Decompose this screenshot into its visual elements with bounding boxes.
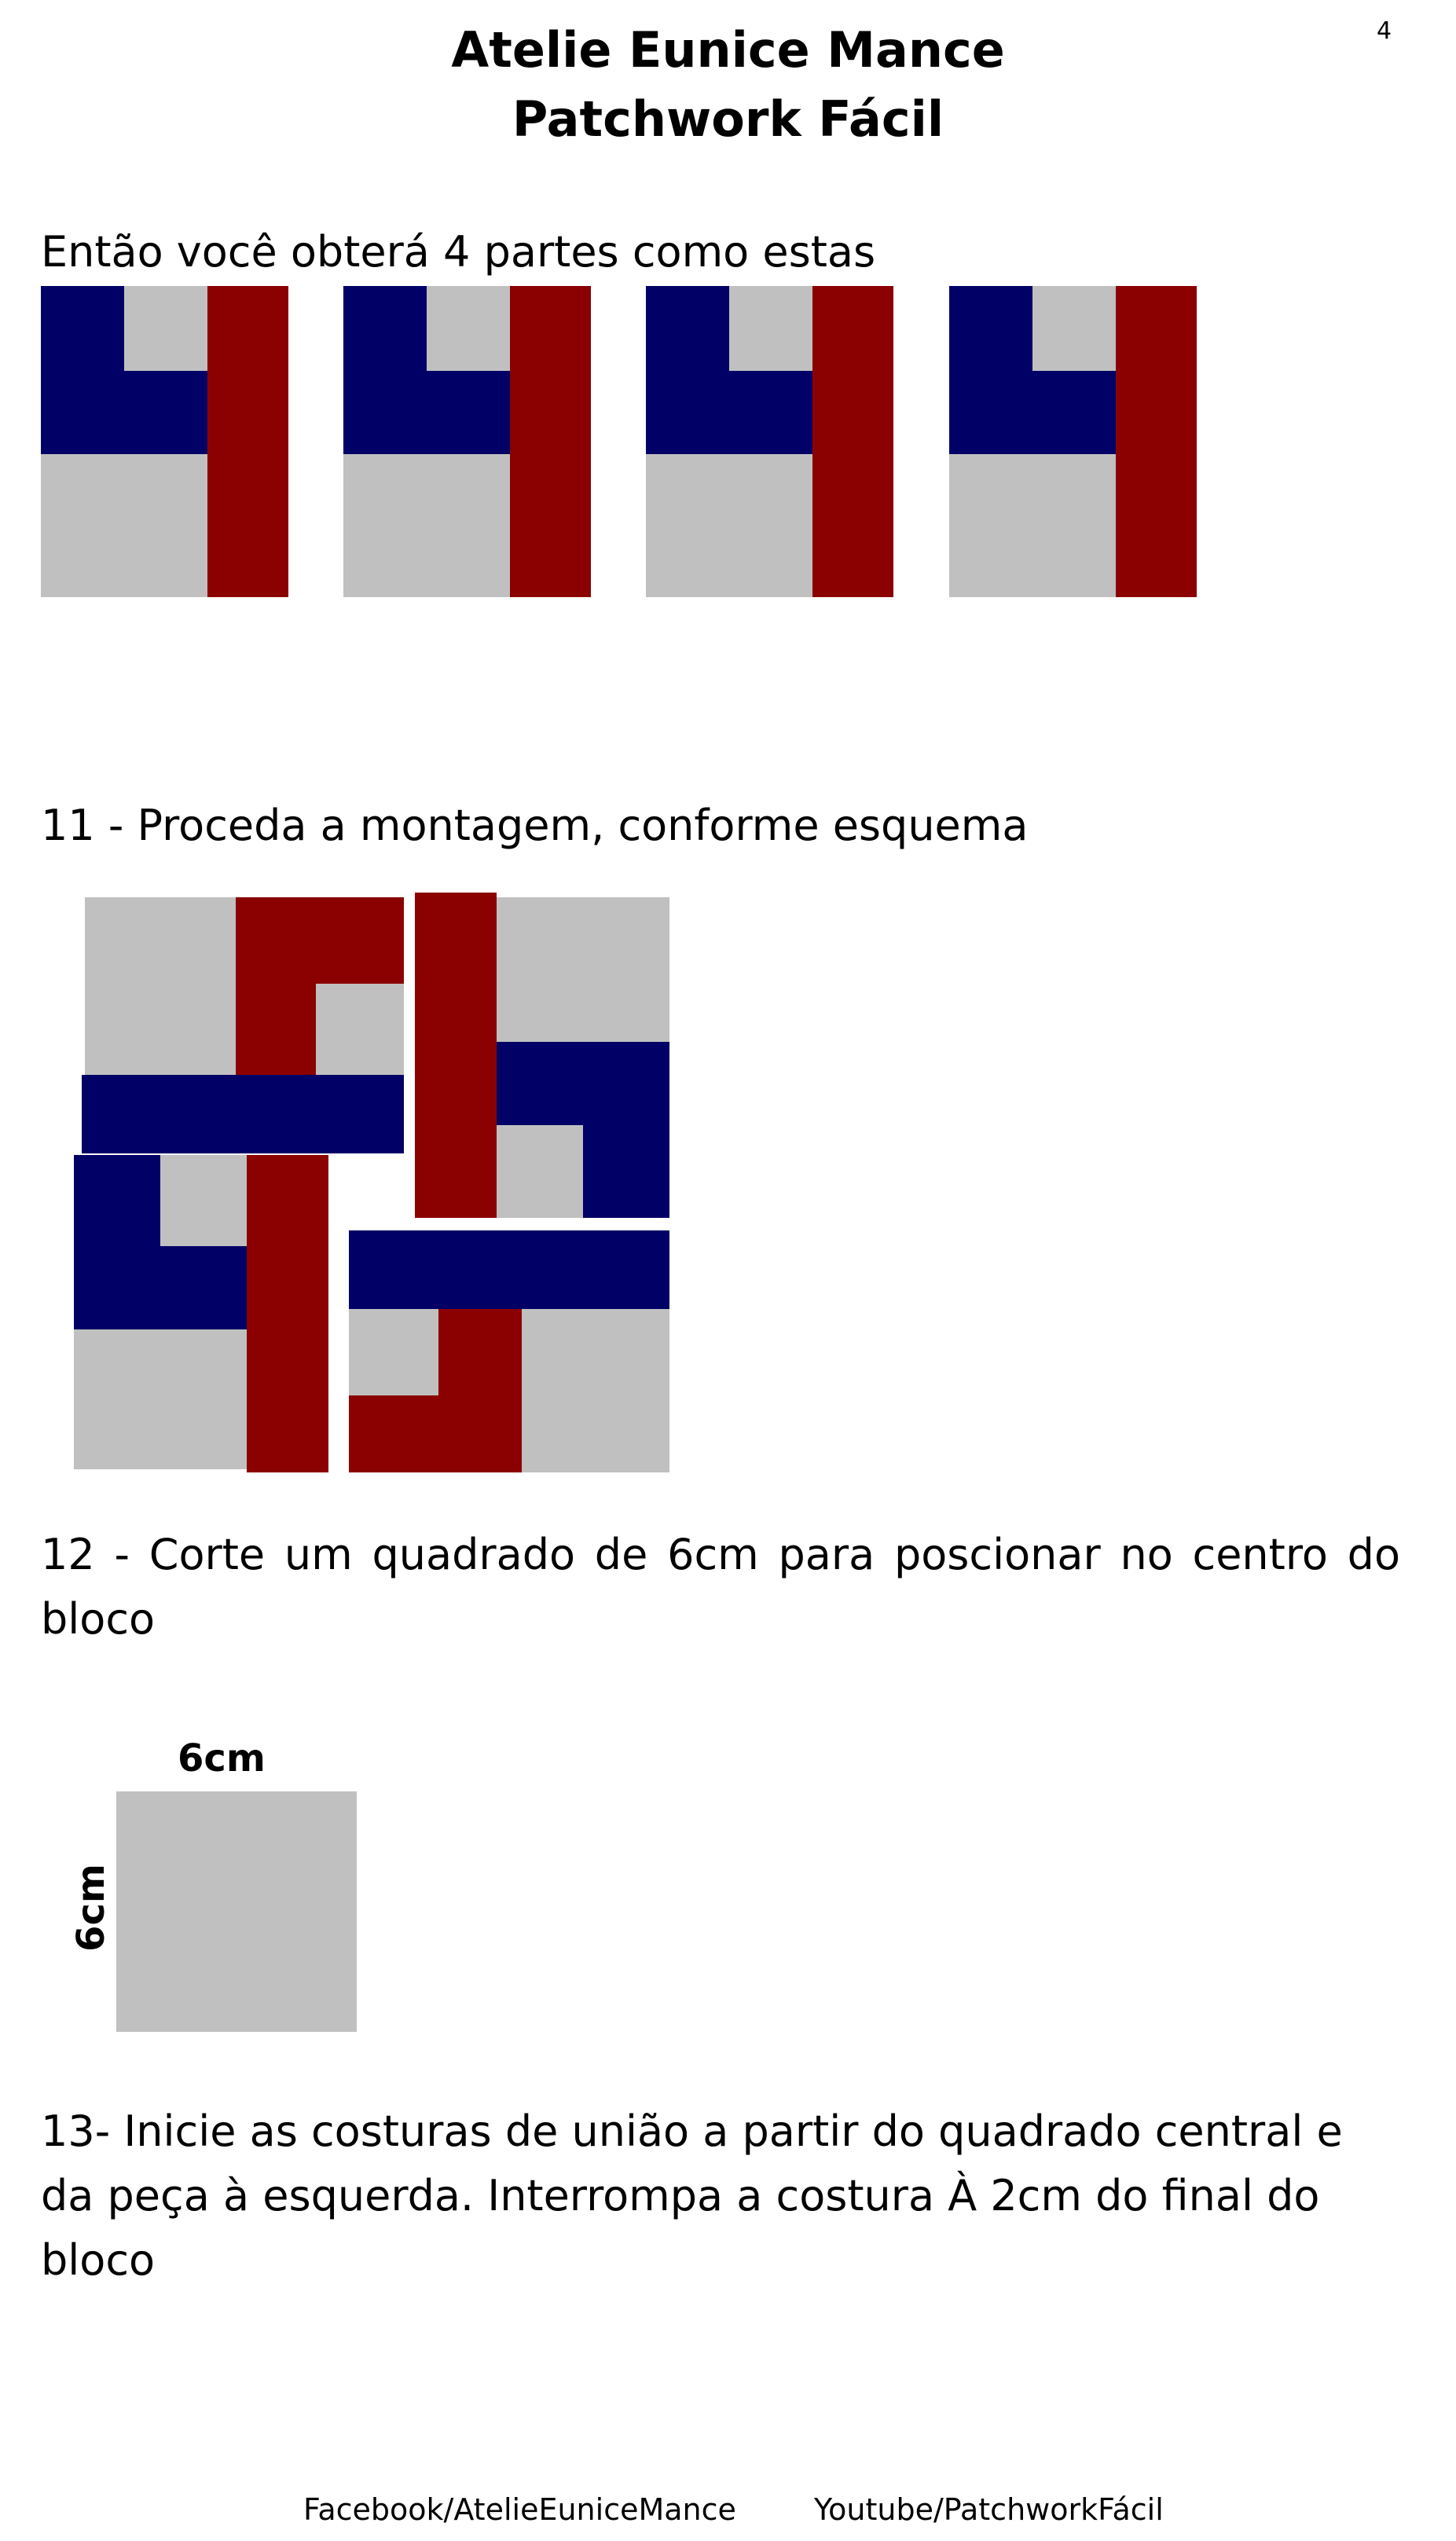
step-11-text: 11 - Proceda a montagem, conforme esquema xyxy=(41,801,1029,850)
page-number: 4 xyxy=(1377,17,1392,45)
scheme-piece-bottom-left xyxy=(74,1155,328,1472)
block-piece-3 xyxy=(646,286,893,597)
scheme-piece-top-right xyxy=(415,893,669,1218)
step-intro-text: Então você obterá 4 partes como estas xyxy=(41,227,876,277)
block-piece-1 xyxy=(41,286,288,597)
page-title: Atelie Eunice Mance xyxy=(451,21,1005,79)
footer-youtube: Youtube/PatchworkFácil xyxy=(814,2492,1164,2527)
step-13-text: 13- Inicie as costuras de união a partir do quadrado central e da peça à esquerda. Interrompa a costura À 2cm do final do bloco xyxy=(41,2106,1343,2285)
six-cm-square-figure xyxy=(116,1791,360,2035)
square-width-label: 6cm xyxy=(178,1736,266,1780)
scheme-piece-bottom-right xyxy=(349,1230,669,1472)
square-height-label: 6cm xyxy=(68,1864,113,1952)
assembly-scheme-figure xyxy=(63,880,691,1493)
step-12-text: 12 - Corte um quadrado de 6cm para poscionar no centro do bloco xyxy=(41,1530,1400,1644)
block-piece-2 xyxy=(343,286,591,597)
block-piece-4 xyxy=(949,286,1197,597)
scheme-piece-top-left xyxy=(82,897,404,1153)
footer-facebook: Facebook/AtelieEuniceMance xyxy=(303,2492,736,2527)
four-pieces-figure xyxy=(0,0,1456,629)
page-subtitle: Patchwork Fácil xyxy=(512,90,944,148)
